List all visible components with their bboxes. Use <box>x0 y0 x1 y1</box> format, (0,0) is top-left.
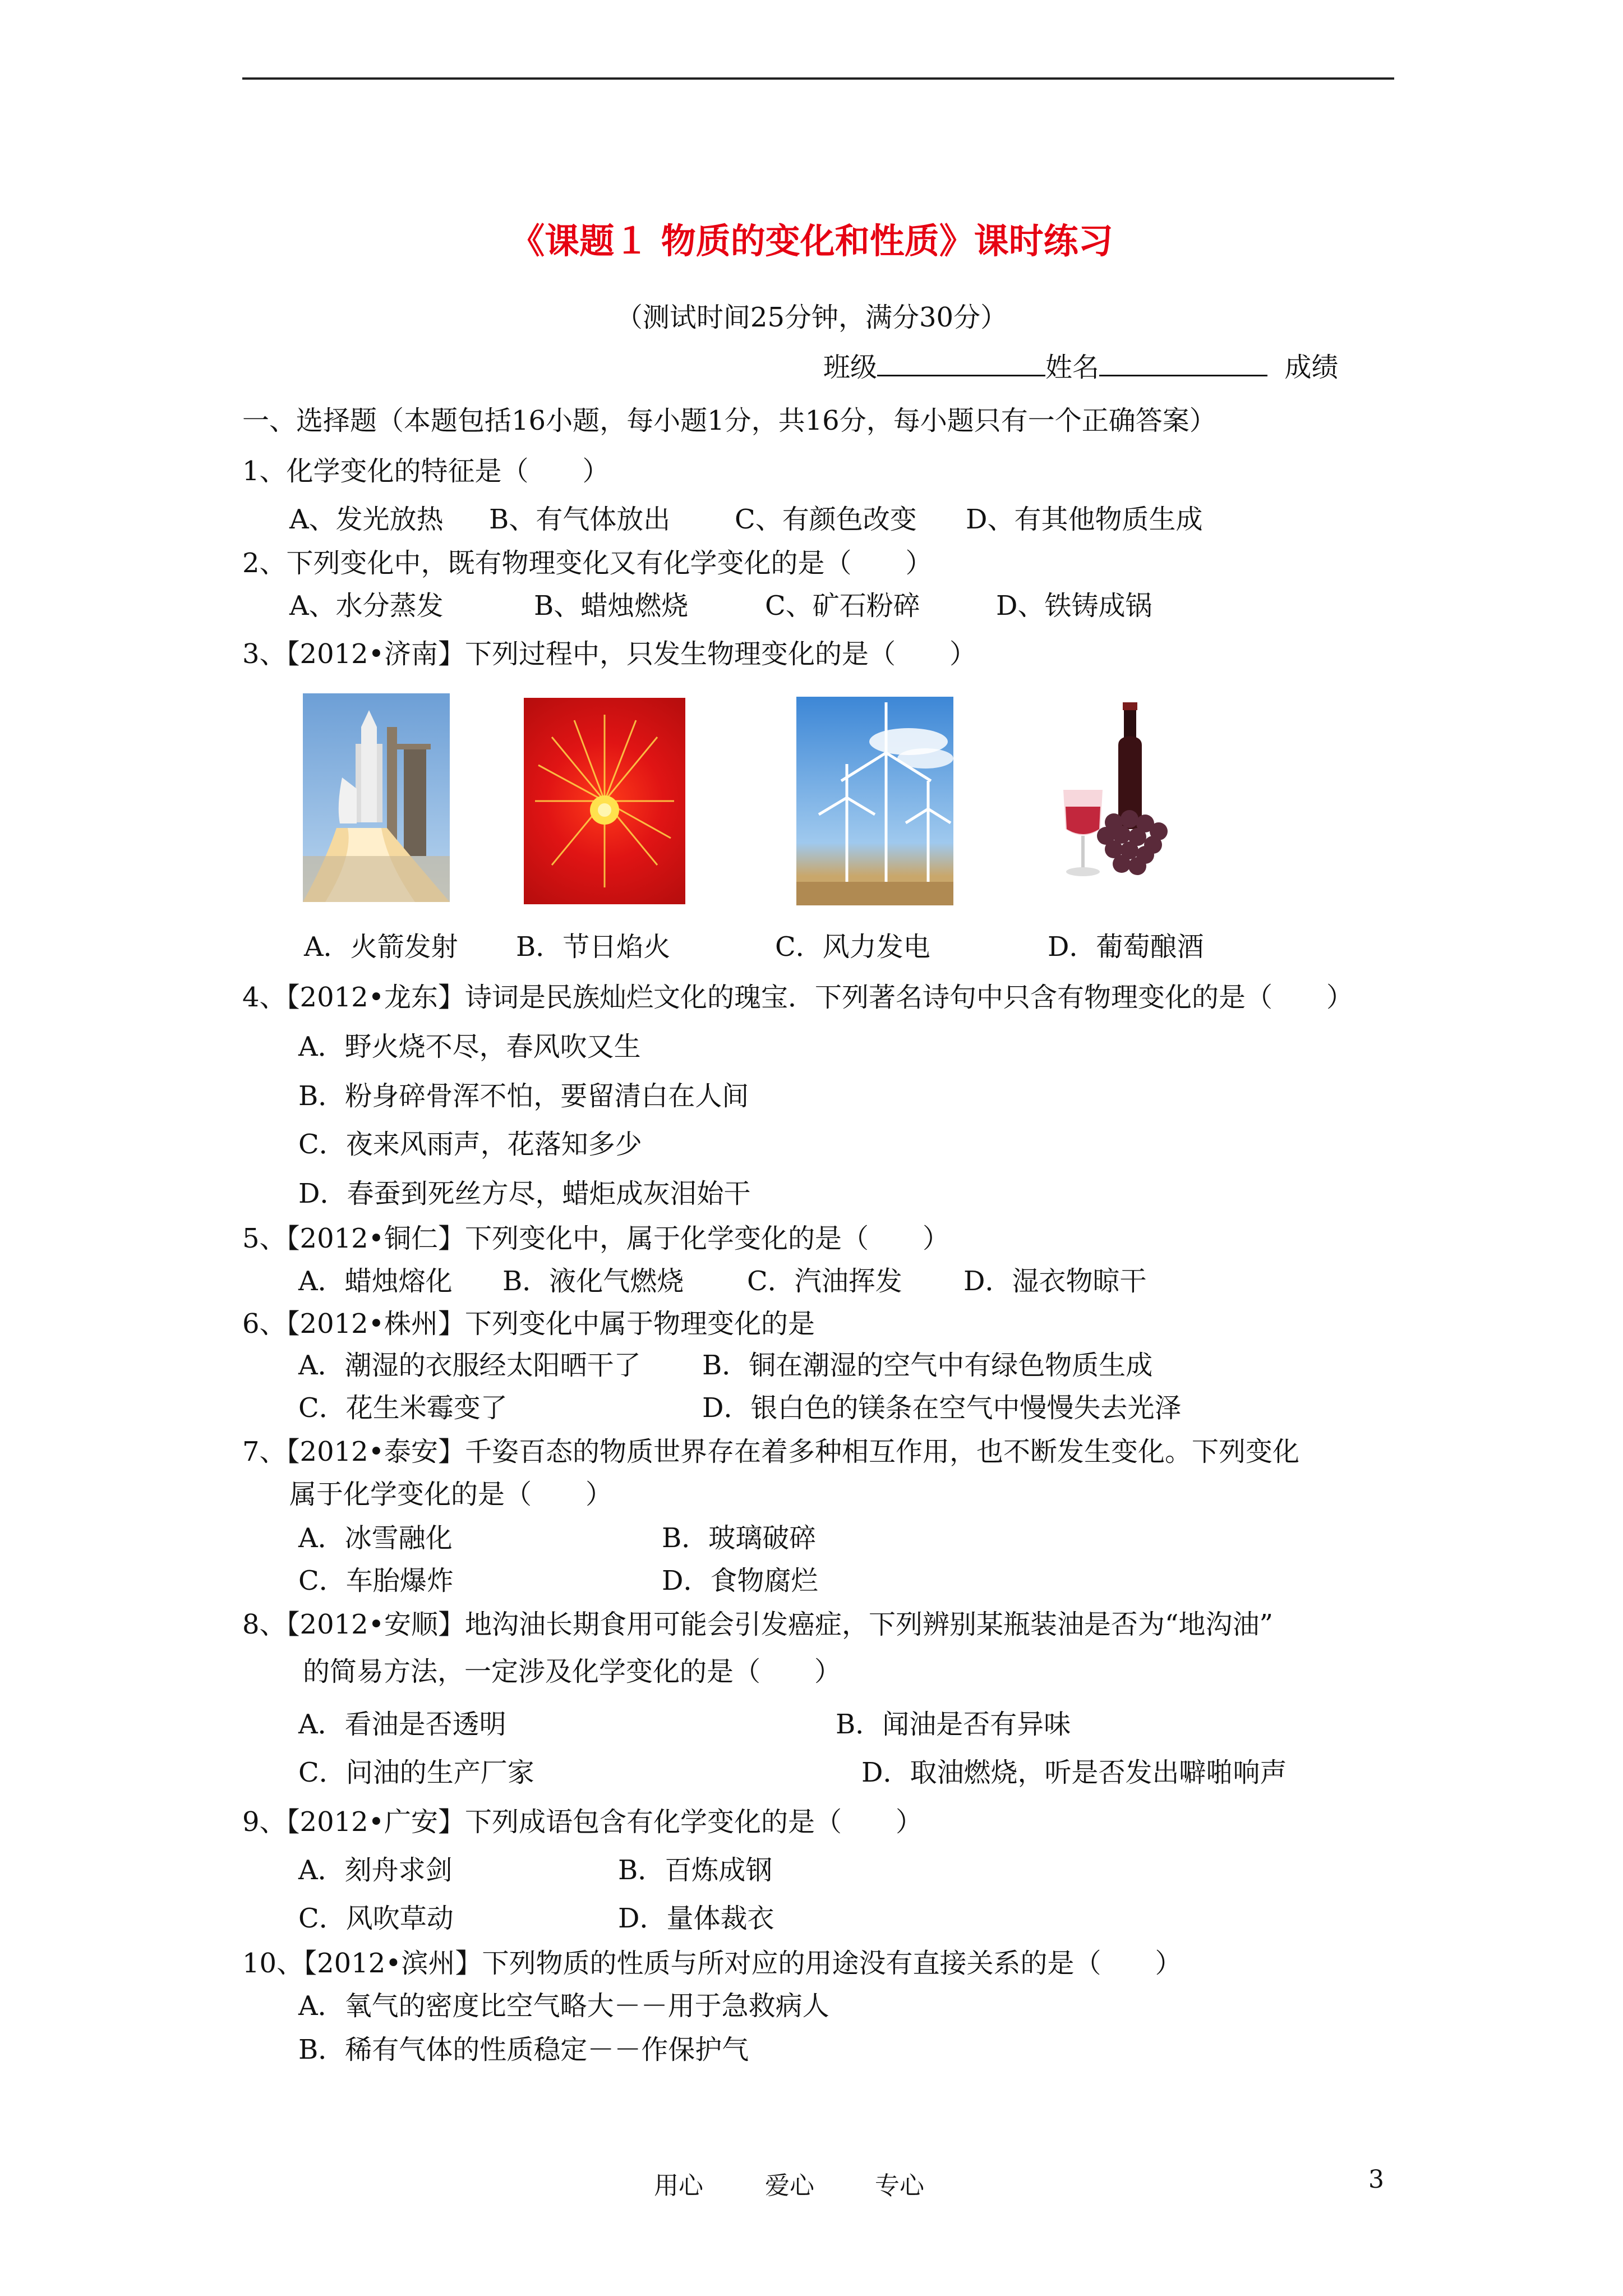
q2-option-a: A、水分蒸发 <box>289 590 444 622</box>
q7-option-b: B．玻璃破碎 <box>662 1522 817 1554</box>
question-5: 5、【2012•铜仁】下列变化中，属于化学变化的是（ ） <box>242 1223 950 1254</box>
q8-option-a: A．看油是否透明 <box>298 1709 506 1740</box>
q6-option-b: B．铜在潮湿的空气中有绿色物质生成 <box>702 1350 1153 1381</box>
question-6: 6、【2012•株州】下列变化中属于物理变化的是 <box>242 1308 815 1340</box>
fireworks-image <box>524 698 685 904</box>
q10-option-b: B．稀有气体的性质稳定－－作保护气 <box>298 2034 749 2065</box>
q7-option-c: C．车胎爆炸 <box>298 1565 454 1596</box>
class-blank <box>877 350 1045 376</box>
q9-option-b: B．百炼成钢 <box>618 1855 773 1886</box>
q7-option-a: A．冰雪融化 <box>298 1522 453 1554</box>
footer-word-2: 爱心 <box>765 2171 814 2200</box>
question-8: 8、【2012•安顺】地沟油长期食用可能会引发癌症，下列辨别某瓶装油是否为“地沟油” <box>242 1609 1274 1640</box>
student-info-row <box>823 350 1339 384</box>
wind-turbines-image <box>796 697 953 905</box>
q7-option-d: D．食物腐烂 <box>662 1565 818 1596</box>
q9-option-a: A．刻舟求剑 <box>298 1855 453 1886</box>
question-10: 10、【2012•滨州】下列物质的性质与所对应的用途没有直接关系的是（ ） <box>242 1948 1182 1979</box>
class-label: 班级 <box>823 352 878 383</box>
score-label: 成绩 <box>1284 352 1339 383</box>
name-blank <box>1099 350 1267 376</box>
q9-option-d: D．量体裁衣 <box>618 1903 774 1934</box>
q2-option-d: D、铁铸成锅 <box>996 590 1152 622</box>
q4-option-a: A．野火烧不尽，春风吹又生 <box>298 1031 641 1062</box>
q2-option-c: C、矿石粉碎 <box>765 590 920 622</box>
q8-option-d: D．取油燃烧，听是否发出噼啪响声 <box>861 1757 1287 1788</box>
q9-option-c: C．风吹草动 <box>298 1903 454 1934</box>
q6-option-a: A．潮湿的衣服经太阳晒干了 <box>298 1350 641 1381</box>
question-8-cont: 的简易方法，一定涉及化学变化的是（ ） <box>303 1656 842 1687</box>
q5-option-a: A．蜡烛熔化 <box>298 1266 453 1297</box>
subtitle: （测试时间25分钟，满分30分） <box>615 302 1008 333</box>
header-rule <box>242 77 1394 80</box>
wine-grapes-image <box>1052 694 1179 896</box>
q5-option-c: C．汽油挥发 <box>747 1266 902 1297</box>
q3-option-a: A．火箭发射 <box>304 931 458 963</box>
q4-option-b: B．粉身碎骨浑不怕，要留清白在人间 <box>298 1080 749 1112</box>
q1-option-a: A、发光放热 <box>289 504 444 535</box>
section-heading: 一、选择题（本题包括16小题，每小题1分，共16分，每小题只有一个正确答案） <box>242 405 1216 436</box>
q2-option-b: B、蜡烛燃烧 <box>534 590 689 622</box>
q3-option-c: C．风力发电 <box>775 931 930 963</box>
question-7-cont: 属于化学变化的是（ ） <box>289 1479 613 1510</box>
question-1: 1、化学变化的特征是（ ） <box>242 455 610 487</box>
rocket-launch-image <box>303 693 450 902</box>
q1-option-b: B、有气体放出 <box>489 504 671 535</box>
question-7: 7、【2012•泰安】千姿百态的物质世界存在着多种相互作用，也不断发生变化。下列变化 <box>242 1436 1300 1467</box>
q8-option-c: C．问油的生产厂家 <box>298 1757 534 1788</box>
footer-word-3: 专心 <box>875 2171 924 2200</box>
q5-option-b: B．液化气燃烧 <box>502 1266 684 1297</box>
q8-option-b: B．闻油是否有异味 <box>836 1709 1071 1740</box>
question-4: 4、【2012•龙东】诗词是民族灿烂文化的瑰宝．下列著名诗句中只含有物理变化的是（ ） <box>242 982 1354 1013</box>
question-3: 3、【2012•济南】下列过程中，只发生物理变化的是（ ） <box>242 638 977 670</box>
footer-word-1: 用心 <box>654 2171 703 2200</box>
page-number: 3 <box>1368 2165 1384 2194</box>
q10-option-a: A．氧气的密度比空气略大－－用于急救病人 <box>298 1990 829 2022</box>
q3-option-b: B．节日焰火 <box>516 931 671 963</box>
q5-option-d: D．湿衣物晾干 <box>963 1266 1147 1297</box>
name-label: 姓名 <box>1045 352 1100 383</box>
q1-option-c: C、有颜色改变 <box>735 504 917 535</box>
page-title: 《课题１ 物质的变化和性质》课时练习 <box>510 220 1113 261</box>
q3-option-d: D．葡萄酿酒 <box>1048 931 1204 963</box>
question-2: 2、下列变化中，既有物理变化又有化学变化的是（ ） <box>242 547 933 579</box>
q1-option-d: D、有其他物质生成 <box>966 504 1203 535</box>
q4-option-d: D．春蚕到死丝方尽，蜡炬成灰泪始干 <box>298 1178 751 1209</box>
q6-option-c: C．花生米霉变了 <box>298 1392 508 1424</box>
q4-option-c: C．夜来风雨声，花落知多少 <box>298 1129 642 1160</box>
q6-option-d: D．银白色的镁条在空气中慢慢失去光泽 <box>702 1392 1182 1424</box>
question-9: 9、【2012•广安】下列成语包含有化学变化的是（ ） <box>242 1806 923 1838</box>
